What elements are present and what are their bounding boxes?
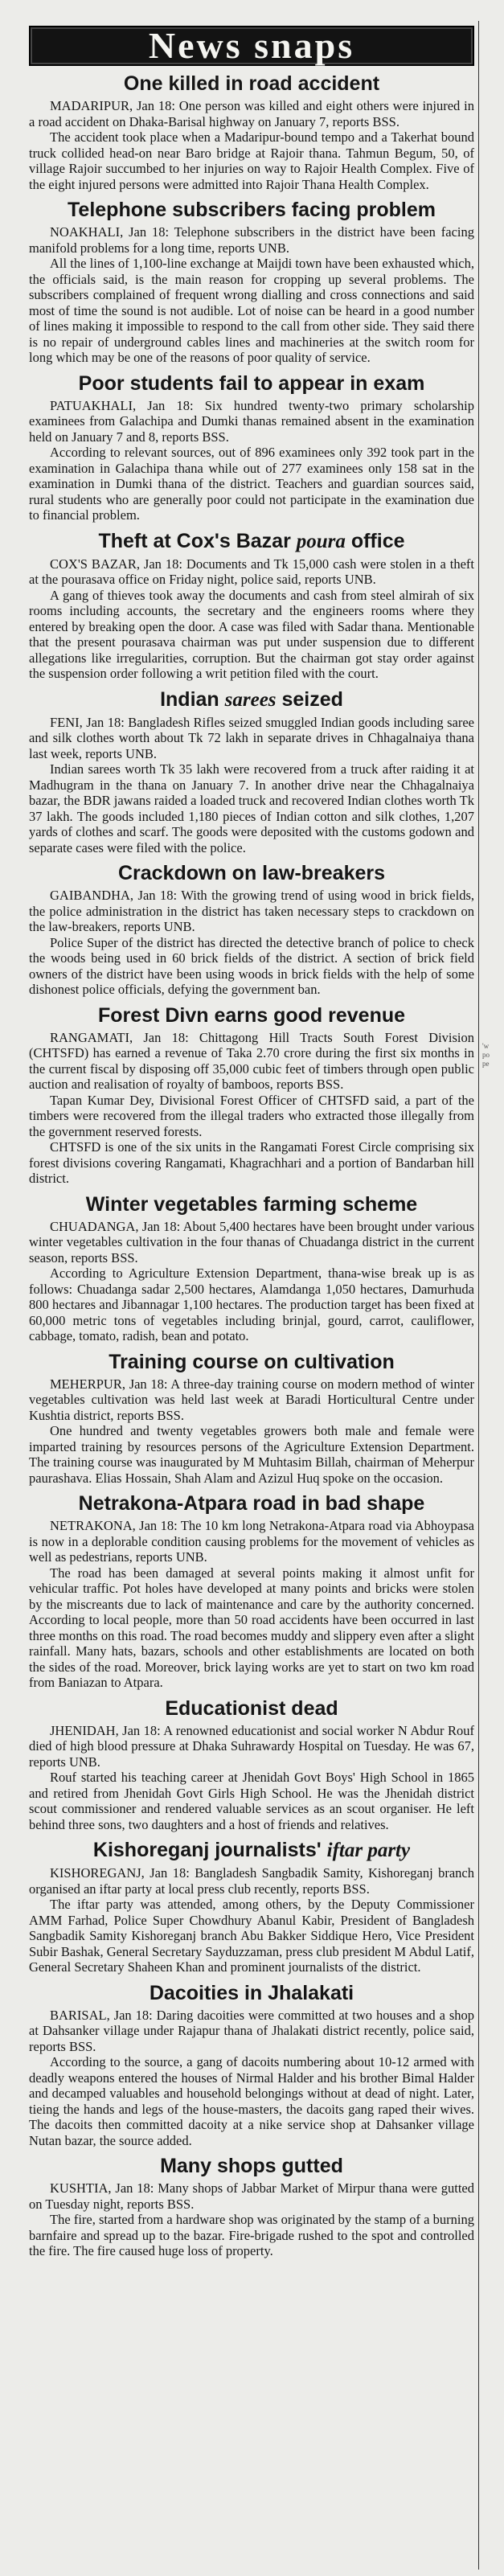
story-shops-gutted bbox=[29, 2155, 474, 2259]
story-educationist-dead bbox=[29, 1697, 474, 1833]
story-training-course bbox=[29, 1351, 474, 1487]
story-indian-sarees bbox=[29, 688, 474, 856]
story-headline: One killed in road accident bbox=[123, 72, 380, 95]
story-headline: Many shops gutted bbox=[160, 2155, 343, 2177]
headline-part: Indian bbox=[160, 687, 225, 711]
story-dacoities bbox=[29, 1982, 474, 2149]
story-paragraph: Tapan Kumar Dey, Divisional Forest Officer of CHTSFD said, a part of the timbers were recovered from the illegal traders who extracted those illegally from the government reserved forests. bbox=[29, 1092, 474, 1139]
masthead-title: News snaps bbox=[148, 25, 355, 66]
story-iftar-party bbox=[29, 1839, 474, 1975]
story-paragraph: According to relevant sources, out of 896 examinees only 392 took part in the examination in Galachipa thana while out of 277 examinees only 158 sat in the examination in Dumki thana of the district. Teachers and guardian sources said, rural students who are generally poor could not participate in the examination due to financial problem. bbox=[29, 445, 474, 523]
story-paragraph: A gang of thieves took away the documents and cash from steel almirah of six rooms including accounts, the secretary and the engineers rooms where they entered by breaking open the door. A case was filed with Sadar thana. Mentionable that the present pourasava chairman was put under suspension due to different allegations like irregularities, corruption. But the chairman got stay order against the suspension order following a writ petition filed with the court. bbox=[29, 587, 474, 681]
story-headline: Training course on cultivation bbox=[109, 1350, 395, 1373]
story-one-killed bbox=[29, 72, 474, 192]
story-telephone bbox=[29, 199, 474, 366]
news-snaps-column bbox=[24, 21, 479, 2570]
masthead-banner bbox=[29, 26, 474, 66]
story-paragraph: The accident took place when a Madaripur-bound tempo and a Takerhat bound truck collided head-on near Baro bridge at Rajoir thana. Tahmun Begum, 50, of village Rajoir succumbed to her injuries on way to Rajoir Health Complex. Five of the eight injured persons were admitted into Rajoir Thana Health Complex. bbox=[29, 129, 474, 192]
story-headline: Netrakona-Atpara road in bad shape bbox=[78, 1492, 425, 1515]
headline-part: seized bbox=[276, 687, 343, 711]
story-paragraph: The road has been damaged at several points making it almost unfit for vehicular traffic. Pot holes have developed at many points and bricks were stolen by the miscreants due to lack of maintenance and care by the authority concerned. According to local people, more than 50 road accidents have been occurred in last three months on this road. The road becomes muddy and slippery even after a slight rainfall. Many hats, bazars, schools and other establishments are located on both the sides of the road. Moreover, brick laying works are yet to start on two km road from Baniazan to Atpara. bbox=[29, 1565, 474, 1690]
column-rule bbox=[478, 21, 479, 2570]
story-paragraph: According to the source, a gang of dacoits numbering about 10-12 armed with deadly weapons entered the houses of Nirmal Halder and his brother Bimal Halder and decamped valuables and household belongings without at dead of night. Later, tieing the hands and legs of the house-masters, the dacoits gang raped their wives. The dacoits then committed dacoity at a nike service shop at Dahsanker village Nutan bazar, the source added. bbox=[29, 2054, 474, 2148]
story-crackdown bbox=[29, 862, 474, 998]
story-paragraph: NETRAKONA, Jan 18: The 10 km long Netrakona-Atpara road via Abhoypasa is now in a deplorable condition causing problems for the movement of vehicles as well as pedestrians, reports UNB. bbox=[29, 1518, 474, 1565]
story-paragraph: One hundred and twenty vegetables growers both male and female were imparted training by resources persons of the Agriculture Extension Department. The training course was inaugurated by M Muhtasim Billah, chairman of Meherpur paurashava. Elias Hossain, Shah Alam and Azizul Huq spoke on the occasion. bbox=[29, 1423, 474, 1486]
story-paragraph: FENI, Jan 18: Bangladesh Rifles seized smuggled Indian goods including saree and silk clothes worth about Tk 72 lakh in separate drives in Chhagalnaiya thana last week, reports UNB. bbox=[29, 714, 474, 761]
story-paragraph: Police Super of the district has directed the detective branch of police to check the woods being used in 60 brick fields of the district. A section of brick field owners of the district have been using woods in brick fields with the help of some dishonest police officials, defying the government ban. bbox=[29, 934, 474, 997]
story-paragraph: CHTSFD is one of the six units in the Rangamati Forest Circle comprising six forest divisions covering Rangamati, Khagrachhari and a portion of Bandarban hill district. bbox=[29, 1139, 474, 1186]
story-paragraph: KISHOREGANJ, Jan 18: Bangladesh Sangbadik Samity, Kishoreganj branch organised an iftar party at local press club recently, reports BSS. bbox=[29, 1865, 474, 1897]
headline-italic-part: iftar party bbox=[326, 1840, 411, 1861]
story-theft bbox=[29, 530, 474, 682]
headline-italic-part: poura bbox=[296, 530, 346, 552]
story-paragraph: GAIBANDHA, Jan 18: With the growing trend of using wood in brick fields, the police administration in the district has taken necessary steps to crackdown on the law-breakers, reports UNB. bbox=[29, 888, 474, 934]
story-paragraph: COX'S BAZAR, Jan 18: Documents and Tk 15,000 cash were stolen in a theft at the pourasava office on Friday night, police said, reports UNB. bbox=[29, 556, 474, 587]
story-headline bbox=[29, 688, 474, 712]
story-paragraph: KUSHTIA, Jan 18: Many shops of Jabbar Market of Mirpur thana were gutted on Tuesday night, reports BSS. bbox=[29, 2180, 474, 2212]
story-headline: Dacoities in Jhalakati bbox=[149, 1981, 354, 2004]
story-paragraph: The iftar party was attended, among others, by the Deputy Commissioner AMM Farhad, Police Super Chowdhury Abanul Kabir, President of Bangladesh Sangbadik Samity Kishoreganj branch Abu Bakker Siddique Hero, Vice President Subir Bashak, General Secretary Sayduzzaman, press club president M Abdul Latif, General Secretary Shaheen Khan and prominent journalists of the district. bbox=[29, 1897, 474, 1975]
story-paragraph: JHENIDAH, Jan 18: A renowned educationist and social worker N Abdur Rouf died of high blood pressure at Dhaka Suhrawardy Hospital on Tuesday. He was 67, reports UNB. bbox=[29, 1722, 474, 1770]
story-paragraph: MADARIPUR, Jan 18: One person was killed and eight others were injured in a road accident on Dhaka-Barisal highway on January 7, reports BSS. bbox=[29, 98, 474, 129]
story-headline: Forest Divn earns good revenue bbox=[97, 1003, 406, 1027]
story-headline: Crackdown on law-breakers bbox=[117, 862, 386, 884]
story-headline: Poor students fail to appear in exam bbox=[78, 371, 425, 395]
story-headline bbox=[29, 530, 474, 553]
story-paragraph: All the lines of 1,100-line exchange at Maijdi town have been exhausted which, the officials said, is the main reason for cropping up several problems. The subscribers complained of frequent wrong dialling and cross connections and said most of time the sound is not audible. Lot of noise can be heard in a good number of lines making it impossible to respond to the call from other side. They said there is no repair of underground cables lines and machineries at the switch room for long which may be one of the reasons of poor quality of service. bbox=[29, 256, 474, 365]
story-forest-divn bbox=[29, 1004, 474, 1187]
story-paragraph: Rouf started his teaching career at Jhenidah Govt Boys' High School in 1865 and retired from Jhenidah Govt Girls High School. He was the Jhenidah district scout commissioner and rendered valuable services as an scout organiser. He left behind three sons, two daughters and a host of friends and relatives. bbox=[29, 1770, 474, 1832]
fragment-line: pe bbox=[482, 1060, 490, 1068]
story-paragraph: According to Agriculture Extension Department, thana-wise break up is as follows: Chuadanga sadar 2,500 hectares, Alamdanga 1,050 hectares, Damurhuda 800 hectares and Jibannagar 1,100 hectares. The production target has been fixed at 60,000 metric tons of vegetables including brinjal, gourd, carrot, cauliflower, cabbage, tomato, radish, bean and potato. bbox=[29, 1265, 474, 1343]
headline-part: office bbox=[345, 529, 405, 552]
story-netrakona-road bbox=[29, 1492, 474, 1691]
story-paragraph: BARISAL, Jan 18: Daring dacoities were committed at two houses and a shop at Dahsanker village under Rajapur thana of Jhalakati district recently, police said, reports BSS. bbox=[29, 2007, 474, 2054]
fragment-line: 'w bbox=[482, 1042, 490, 1050]
story-paragraph: PATUAKHALI, Jan 18: Six hundred twenty-two primary scholarship examinees from Galachipa and Dumki thanas remained absent in the examination held on January 7 and 8, reports BSS. bbox=[29, 397, 474, 445]
story-headline bbox=[29, 1839, 474, 1862]
story-winter-vegetables bbox=[29, 1193, 474, 1344]
story-paragraph: CHUADANGA, Jan 18: About 5,400 hectares have been brought under various winter vegetables cultivation in the four thanas of Chuadanga district in the current season, reports BSS. bbox=[29, 1218, 474, 1265]
story-paragraph: NOAKHALI, Jan 18: Telephone subscribers in the district have been facing manifold problems for a long time, reports UNB. bbox=[29, 224, 474, 256]
adjacent-column-fragment bbox=[482, 1042, 504, 1074]
fragment-line: po bbox=[482, 1051, 490, 1059]
story-paragraph: Indian sarees worth Tk 35 lakh were recovered from a truck after raiding it at Madhugram in the thana on January 7. In another drive near the Chhagalnaiya bazar, the BDR jawans raided a loaded truck and recovered Indian clothes worth Tk 37 lakh. The goods included 1,180 pieces of Indian cotton and silk clothes, 1,207 yards of clothes and scarf. The goods were deposited with the customs godown and separate cases were filed with the police. bbox=[29, 761, 474, 855]
story-paragraph: The fire, started from a hardware shop was originated by the stamp of a burning barnfaire and spread up to the bazar. Fire-brigade rushed to the spot and controlled the fire. The fire caused huge loss of property. bbox=[29, 2212, 474, 2258]
story-paragraph: RANGAMATI, Jan 18: Chittagong Hill Tracts South Forest Division (CHTSFD) has earned a revenue of Taka 2.70 crore during the first six months in the current fiscal by disposing off 35,000 cubic feet of timbers through open public auction and realisation of royalty of bamboos, reports BSS. bbox=[29, 1029, 474, 1092]
headline-part: Theft at Cox's Bazar bbox=[98, 529, 297, 552]
headline-italic-part: sarees bbox=[224, 688, 277, 711]
story-headline: Educationist dead bbox=[165, 1696, 338, 1720]
story-headline: Winter vegetables farming scheme bbox=[85, 1192, 418, 1216]
story-headline: Telephone subscribers facing problem bbox=[68, 199, 436, 221]
story-poor-students bbox=[29, 372, 474, 523]
headline-part: Kishoreganj journalists' bbox=[92, 1839, 327, 1861]
story-paragraph: MEHERPUR, Jan 18: A three-day training course on modern method of winter vegetables cultivation was held last week at Baradi Horticultural Centre under Kushtia district, reports BSS. bbox=[29, 1376, 474, 1423]
